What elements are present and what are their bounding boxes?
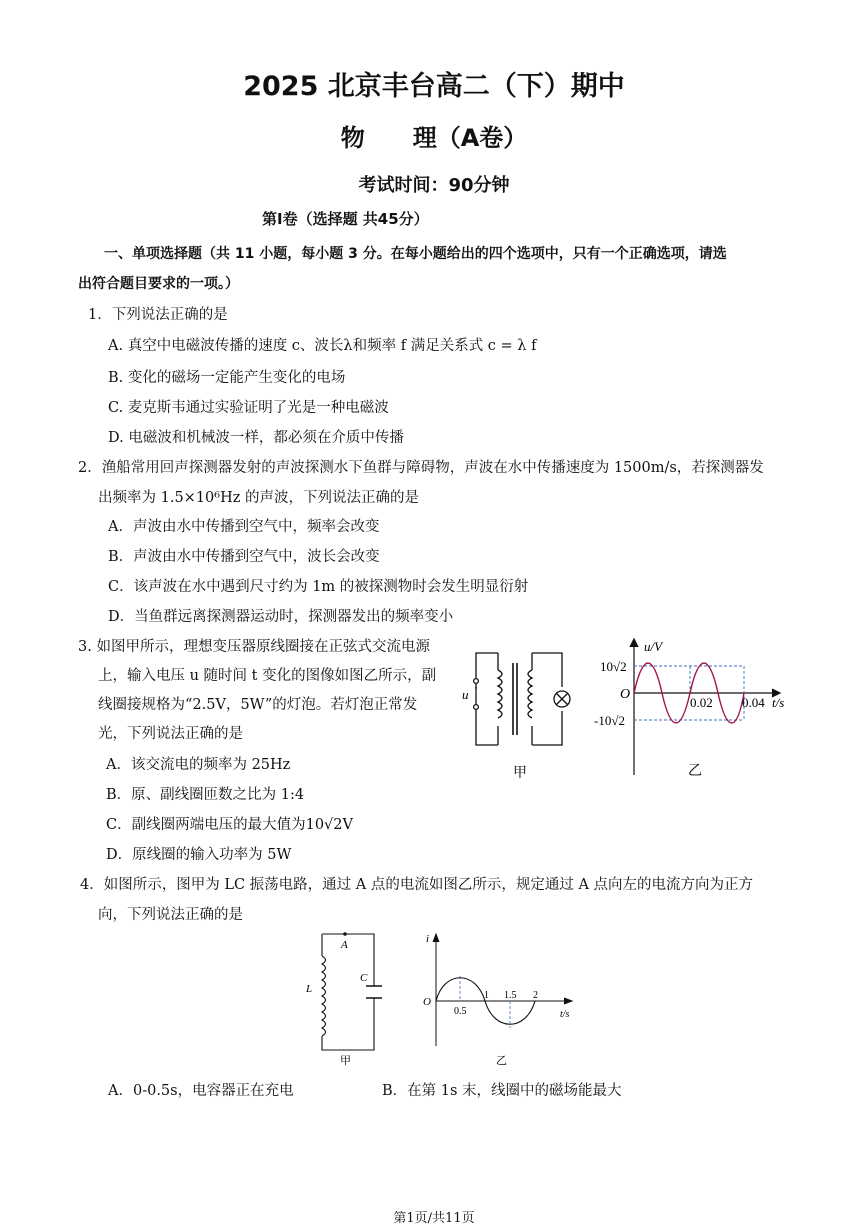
q4-xtick-2: 2 — [533, 990, 538, 1001]
section-instruction-1: 一、单项选择题（共 11 小题，每小题 3 分。在每小题给出的四个选项中，只有一个正确选项，请选 — [104, 246, 727, 262]
q3-u-label: u — [462, 687, 469, 702]
page-title: 2025 北京丰台高二（下）期中 — [243, 71, 625, 102]
question-1-option-d: D. 电磁波和机械波一样，都必须在介质中传播 — [108, 430, 404, 446]
q3-transformer-figure — [458, 645, 588, 785]
question-2-stem-line1: 2．渔船常用回声探测器发射的声波探测水下鱼群与障碍物，声波在水中传播速度为 1500m/s，若探测器发 — [78, 460, 764, 476]
page-number: 第1页/共11页 — [393, 1211, 475, 1226]
q3-xtick-1: 0.02 — [690, 695, 713, 710]
q3-axis-x-label: t/s — [772, 695, 785, 710]
exam-time: 考试时间：90分钟 — [358, 175, 510, 196]
question-2-stem-line2: 出频率为 1.5×10⁶Hz 的声波，下列说法正确的是 — [98, 490, 419, 506]
question-3-option-c: C．副线圈两端电压的最大值为10√2V — [106, 817, 353, 833]
question-2-option-c: C．该声波在水中遇到尺寸约为 1m 的被探测物时会发生明显衍射 — [108, 579, 529, 595]
q4-lc-circuit-figure — [300, 926, 390, 1066]
q4-origin-label: O — [423, 996, 431, 1008]
question-3-stem-line3: 线圈接规格为“2.5V，5W”的灯泡。若灯泡正常发 — [98, 697, 418, 713]
question-1-option-c: C. 麦克斯韦通过实验证明了光是一种电磁波 — [108, 400, 389, 416]
question-4-option-a: A．0-0.5s，电容器正在充电 — [108, 1083, 294, 1099]
q3-xtick-2: 0.04 — [742, 695, 765, 710]
part-heading: 第Ⅰ卷（选择题 共45分） — [262, 210, 429, 228]
question-3-stem-line1: 3. 如图甲所示，理想变压器原线圈接在正弦式交流电源 — [78, 639, 430, 655]
section-instruction-2: 出符合题目要求的一项。） — [78, 276, 239, 292]
q4-capacitor-label: C — [360, 972, 368, 984]
question-3-stem-line2: 上，输入电压 u 随时间 t 变化的图像如图乙所示，副 — [98, 668, 437, 684]
question-4-option-b: B．在第 1s 末，线圈中的磁场能最大 — [382, 1083, 622, 1099]
q4-point-a: A — [341, 939, 348, 951]
q4-xtick-1: 1 — [484, 990, 489, 1001]
q3-ytick-neg: -10√2 — [594, 713, 625, 728]
question-2-option-b: B．声波由水中传播到空气中，波长会改变 — [108, 549, 380, 565]
question-2-option-a: A．声波由水中传播到空气中，频率会改变 — [108, 519, 380, 535]
question-3-option-a: A．该交流电的频率为 25Hz — [106, 757, 291, 773]
q4-label-yi: 乙 — [496, 1055, 507, 1066]
q4-xtick-0-5: 0.5 — [454, 1006, 467, 1017]
q3-label-yi: 乙 — [688, 764, 702, 779]
q4-axis-y-label: i — [426, 933, 430, 945]
q4-label-jia: 甲 — [340, 1055, 351, 1066]
q4-current-graph — [418, 926, 578, 1066]
q3-voltage-graph — [590, 635, 800, 785]
question-3-option-d: D．原线圈的输入功率为 5W — [106, 847, 292, 863]
question-1-stem: 1．下列说法正确的是 — [88, 307, 228, 323]
q3-axis-y-label: u/V — [644, 639, 663, 654]
question-3-stem-line4: 光，下列说法正确的是 — [98, 726, 243, 742]
q4-inductor-label: L — [306, 983, 313, 995]
q3-ytick-pos: 10√2 — [600, 659, 627, 674]
question-2-option-d: D．当鱼群远离探测器运动时，探测器发出的频率变小 — [108, 609, 454, 625]
q3-label-jia: 甲 — [513, 766, 527, 781]
question-3-option-b: B．原、副线圈匝数之比为 1:4 — [106, 787, 305, 803]
q4-xtick-1-5: 1.5 — [504, 990, 517, 1001]
q3-origin-label: O — [620, 687, 631, 702]
question-1-option-b: B. 变化的磁场一定能产生变化的电场 — [108, 370, 346, 386]
question-4-stem-line1: 4．如图所示，图甲为 LC 振荡电路，通过 A 点的电流如图乙所示，规定通过 A 点向左的电流方向为正方 — [80, 877, 754, 893]
q4-axis-x-label: t/s — [560, 1009, 570, 1020]
subject-title: 物 理（A卷） — [340, 124, 528, 152]
question-1-option-a: A. 真空中电磁波传播的速度 c、波长λ和频率 f 满足关系式 c = λ f — [108, 338, 537, 354]
question-4-stem-line2: 向，下列说法正确的是 — [98, 907, 243, 923]
